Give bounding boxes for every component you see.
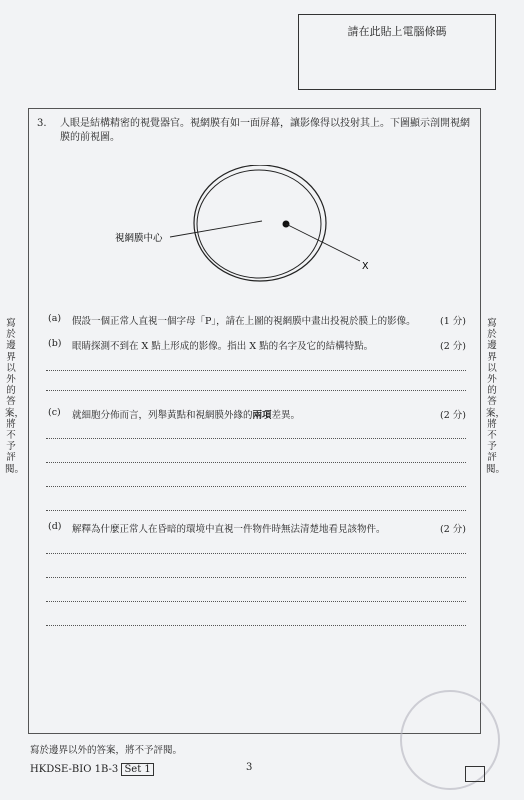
answer-line[interactable]: [46, 577, 466, 578]
question-number: 3.: [37, 118, 47, 129]
answer-line[interactable]: [46, 390, 466, 391]
barcode-box: [298, 14, 496, 90]
part-c-text: 就細胞分佈而言，列舉黃點和視網膜外緣的兩項差異。: [72, 410, 301, 421]
retina-inner-circle: [197, 170, 321, 278]
label-x: X: [362, 261, 369, 272]
answer-line[interactable]: [46, 601, 466, 602]
answer-line[interactable]: [46, 553, 466, 554]
part-c-label: (c): [48, 407, 61, 418]
answer-line[interactable]: [46, 462, 466, 463]
x-pointer-line: [286, 224, 360, 261]
answer-line[interactable]: [46, 486, 466, 487]
footer-note: 寫於邊界以外的答案，將不予評閱。: [30, 745, 183, 756]
side-note-left: 寫於邊界以外的答案，將不予評閱。: [5, 318, 25, 475]
label-retina-center: 視網膜中心: [115, 233, 163, 244]
part-b-text: 眼睛探測不到在 X 點上形成的影像。指出 X 點的名字及它的結構特點。: [72, 341, 374, 352]
center-pointer-line: [170, 221, 262, 237]
part-a-marks: (1 分): [440, 316, 466, 327]
part-c-bold: 兩項: [252, 410, 272, 421]
question-stem: 人眼是結構精密的視覺器官。視網膜有如一面屏幕，讓影像得以投射其上。下圖顯示剖開視網膜的前視圖。: [60, 118, 470, 143]
publisher-logo: [465, 766, 485, 782]
retina-diagram: [100, 165, 400, 285]
page-number: 3: [246, 762, 253, 773]
answer-line[interactable]: [46, 438, 466, 439]
part-a-label: (a): [48, 313, 62, 324]
part-b-marks: (2 分): [440, 341, 466, 352]
retina-outer-circle: [194, 165, 326, 281]
part-d-marks: (2 分): [440, 524, 466, 535]
barcode-label: 請在此貼上電腦條碼: [347, 25, 447, 38]
answer-line[interactable]: [46, 370, 466, 371]
answer-line[interactable]: [46, 625, 466, 626]
set-box: Set 1: [121, 763, 153, 776]
part-d-label: (d): [48, 521, 62, 532]
paper-code: HKDSE-BIO 1B-3 Set 1: [30, 764, 154, 775]
part-d-text: 解釋為什麼正常人在昏暗的環境中直視一件物件時無法清楚地看見該物件。: [72, 524, 386, 535]
answer-line[interactable]: [46, 510, 466, 511]
part-a-text: 假設一個正常人直視一個字母「P」，請在上圖的視網膜中畫出投視於膜上的影像。: [72, 316, 416, 327]
side-note-right: 寫於邊界以外的答案，將不予評閱。: [486, 318, 506, 475]
part-b-label: (b): [48, 338, 62, 349]
part-c-marks: (2 分): [440, 410, 466, 421]
